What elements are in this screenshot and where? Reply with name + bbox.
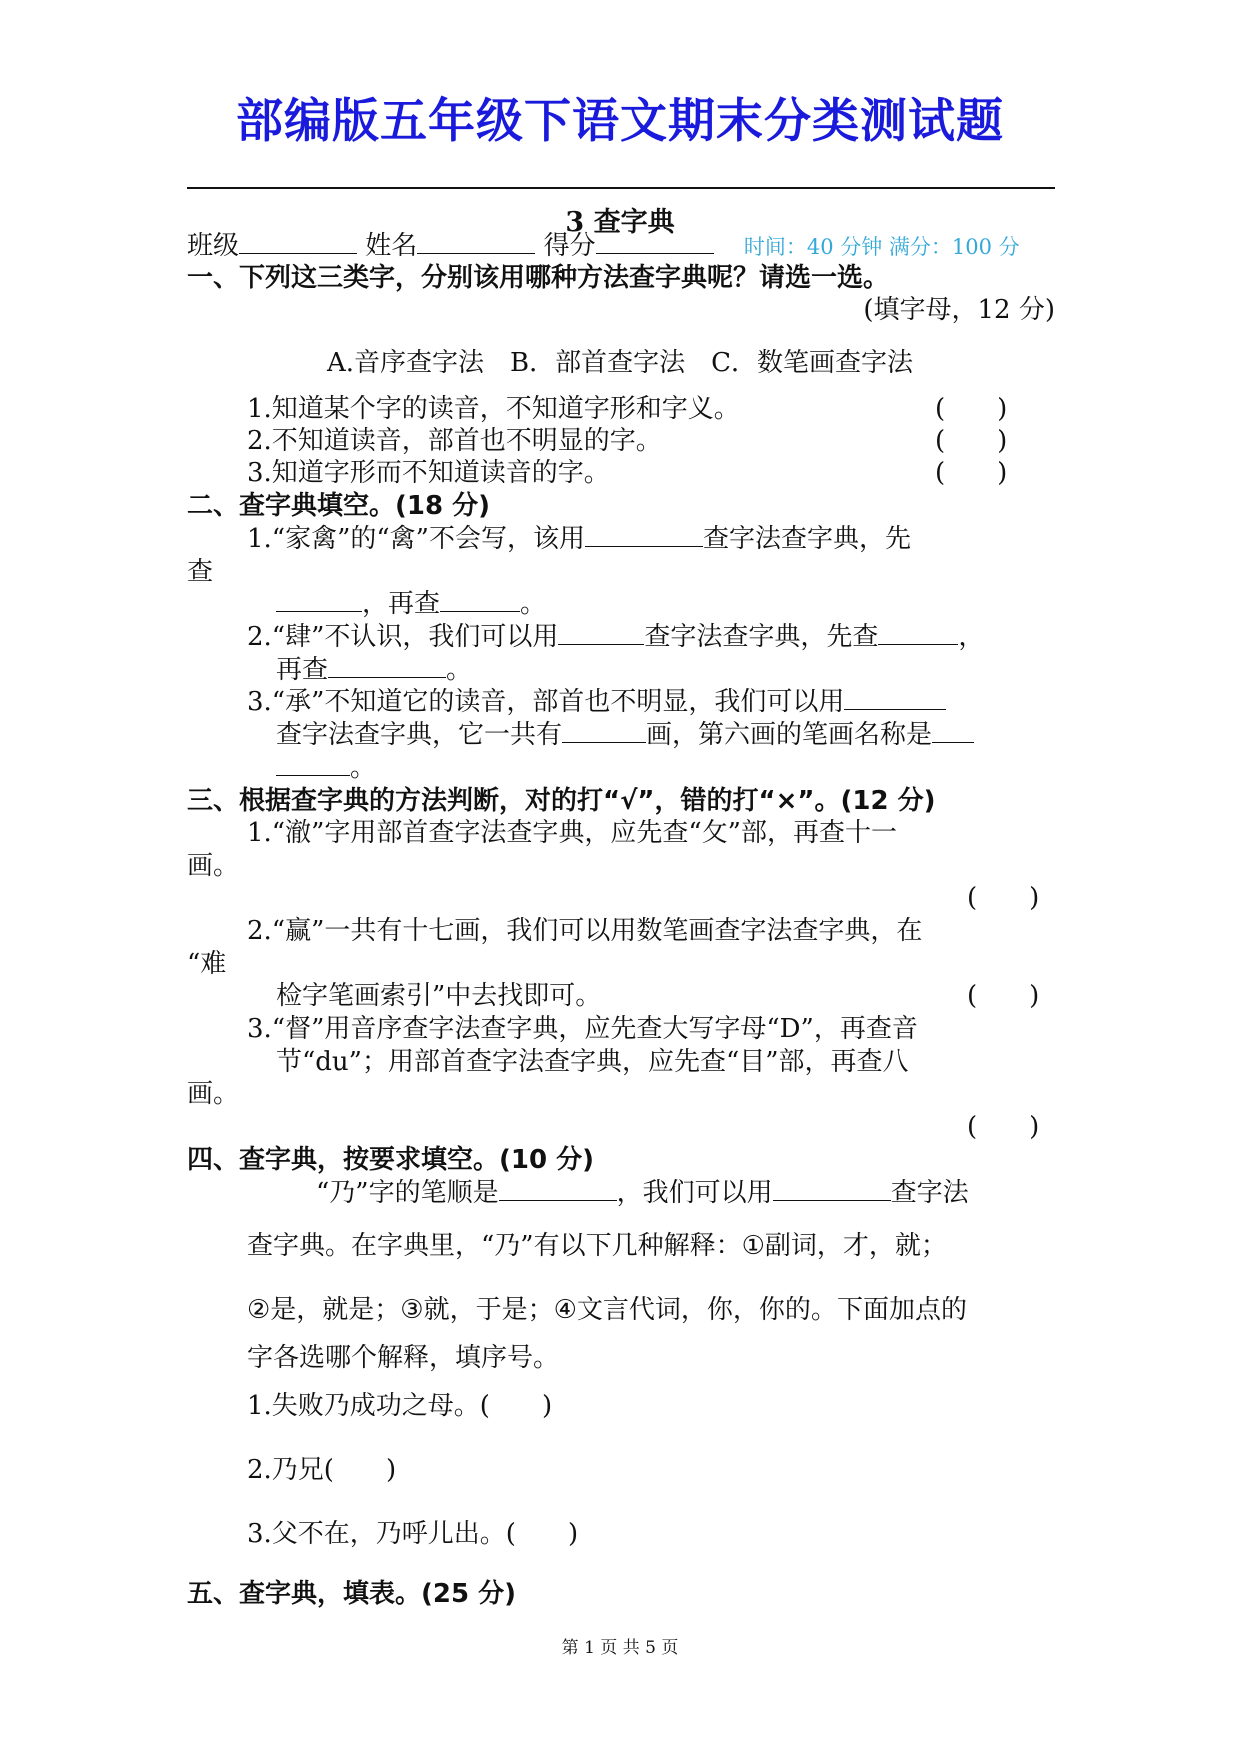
q1-answer-2[interactable]: ( ): [935, 426, 1008, 456]
q3-item-2-wrap: “难: [187, 949, 227, 979]
q2-blank-1[interactable]: [585, 524, 703, 547]
q1-item-1: 1.知道某个字的读音，不知道字形和字义。: [247, 394, 740, 424]
q2-item-1-wrap: 查: [187, 557, 214, 587]
class-blank[interactable]: [239, 231, 357, 254]
q3-item-3-wrap: 画。: [187, 1079, 240, 1109]
q2-item-2: 2.“肆”不认识，我们可以用 查字法查字典，先查 ，: [247, 622, 985, 652]
q3-item-1: 1.“澈”字用部首查字法查字典，应先查“攵”部，再查十一: [247, 818, 897, 848]
q4-line-2: 查字典。在字典里，“乃”有以下几种解释：①副词，才，就；: [247, 1231, 947, 1261]
q3-item-3: 3.“督”用音序查字法查字典，应先查大写字母“D”，再查音: [247, 1014, 918, 1044]
q2-blank-6[interactable]: [328, 655, 446, 678]
name-label: 姓名: [365, 231, 418, 261]
q1-answer-3[interactable]: ( ): [935, 458, 1008, 488]
student-info-row: [187, 230, 1020, 263]
q2-blank-7[interactable]: [844, 687, 946, 710]
q2-blank-4[interactable]: [558, 622, 644, 645]
q4-blank-2[interactable]: [773, 1178, 891, 1201]
q4-item-2: 2.乃兄( ): [247, 1455, 397, 1485]
q1-item-3: 3.知道字形而不知道读音的字。: [247, 458, 610, 488]
time-info: 时间：40 分钟 满分：100 分: [743, 235, 1020, 259]
q4-item-1: 1.失败乃成功之母。( ): [247, 1391, 553, 1421]
q2-blank-3[interactable]: [440, 589, 520, 612]
score-blank[interactable]: [596, 231, 714, 254]
lesson-subtitle: 3 查字典: [565, 207, 675, 238]
q2-blank-2[interactable]: [276, 589, 362, 612]
q3-item-2-cont: 检字笔画索引”中去找即可。: [276, 981, 602, 1011]
q1-options: A.音序查字法 B．部首查字法 C．数笔画查字法: [326, 348, 914, 378]
score-label: 得分: [543, 231, 596, 261]
q2-heading: 二、查字典填空。(18 分): [187, 491, 490, 521]
q2-blank-9[interactable]: [932, 720, 974, 743]
q3-answer-3[interactable]: ( ): [967, 1112, 1040, 1142]
page-footer: 第 1 页 共 5 页: [561, 1638, 679, 1658]
q4-line-3: ②是，就是；③就，于是；④文言代词，你，你的。下面加点的: [247, 1295, 967, 1325]
q2-item-2-cont: 再查 。: [276, 655, 473, 685]
class-label: 班级: [187, 231, 240, 261]
q3-item-1-wrap: 画。: [187, 851, 240, 881]
title-divider: [187, 187, 1055, 189]
q3-item-3-cont: 节“du”；用部首查字法查字典，应先查“目”部，再查八: [276, 1047, 909, 1077]
q1-item-2: 2.不知道读音，部首也不明显的字。: [247, 426, 662, 456]
q4-heading: 四、查字典，按要求填空。(10 分): [187, 1145, 594, 1175]
q2-blank-5[interactable]: [878, 622, 958, 645]
q2-item-3-cont: 查字法查字典，它一共有 画，第六画的笔画名称是: [276, 719, 974, 751]
q1-heading: 一、下列这三类字，分别该用哪种方法查字典呢？请选一选。: [187, 263, 890, 293]
q2-blank-8[interactable]: [562, 720, 646, 743]
page-title: 部编版五年级下语文期末分类测试题: [236, 94, 1004, 149]
q2-item-1: 1.“家禽”的“禽”不会写，该用 查字法查字典，先: [247, 524, 911, 554]
q2-item-3: 3.“承”不知道它的读音，部首也不明显，我们可以用: [247, 686, 946, 718]
q3-answer-2[interactable]: ( ): [967, 981, 1040, 1011]
q2-blank-9-cont[interactable]: [276, 753, 350, 776]
name-blank[interactable]: [417, 231, 535, 254]
q1-answer-1[interactable]: ( ): [935, 394, 1008, 424]
q3-heading: 三、根据查字典的方法判断，对的打“√”，错的打“×”。(12 分): [187, 786, 936, 816]
q3-answer-1[interactable]: ( ): [967, 883, 1040, 913]
q4-line-1: “乃”字的笔顺是 ，我们可以用 查字法: [316, 1178, 969, 1208]
q3-item-2: 2.“赢”一共有十七画，我们可以用数笔画查字法查字典，在: [247, 916, 923, 946]
q2-item-1-cont: ，再查 。: [276, 588, 546, 620]
q4-blank-1[interactable]: [499, 1178, 617, 1201]
q4-line-4: 字各选哪个解释，填序号。: [247, 1343, 560, 1373]
q2-item-3-end: 。: [276, 752, 376, 784]
q5-heading: 五、查字典，填表。(25 分): [187, 1579, 516, 1609]
q4-item-3: 3.父不在，乃呼儿出。( ): [247, 1519, 579, 1549]
q1-points: (填字母，12 分): [863, 295, 1055, 325]
